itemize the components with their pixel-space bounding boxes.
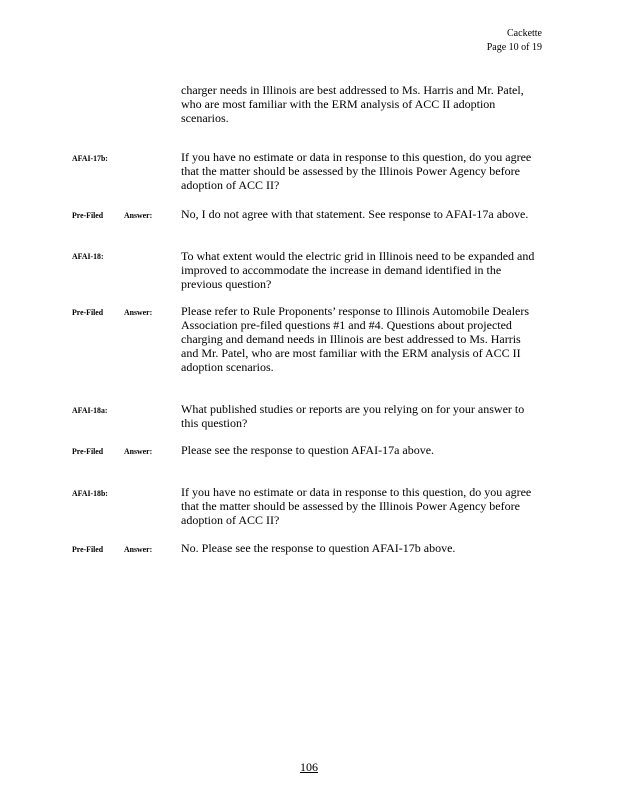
pre-filed-label: Pre-Filed [72, 307, 104, 317]
continuation-paragraph: charger needs in Illinois are best addressed to Ms. Harris and Mr. Patel, who are most familiar with the ERM analysis of ACC II adoption scenarios. [181, 83, 524, 125]
question-text: If you have no estimate or data in response to this question, do you agree that the matter should be assessed by the Illinois Power Agency before adoption of ACC II? [181, 485, 532, 527]
pre-filed-label: Pre-Filed [72, 544, 104, 554]
answer-text: No, I do not agree with that statement. See response to AFAI-17a above. [181, 207, 529, 221]
page-number [0, 760, 618, 774]
question-text: If you have no estimate or data in response to this question, do you agree that the matter should be assessed by the Illinois Power Agency before adoption of ACC II? [181, 150, 532, 192]
answer-text: Please see the response to question AFAI-17a above. [181, 443, 435, 457]
answer-label: Answer: [124, 544, 153, 554]
answer-label: Answer: [124, 446, 153, 456]
answer-label: Answer: [124, 307, 153, 317]
header-page-indicator: Page 10 of 19 [486, 42, 542, 53]
question-id: AFAI-18: [72, 251, 104, 261]
question-text: What published studies or reports are you relying on for your answer to this question? [181, 402, 525, 430]
header-witness-name: Cackette [507, 28, 542, 39]
pre-filed-label: Pre-Filed [72, 446, 104, 456]
page-number-text: 106 [300, 760, 318, 774]
pre-filed-label: Pre-Filed [72, 210, 104, 220]
question-text: To what extent would the electric grid in Illinois need to be expanded and improved to accommodate the increase in demand identified in the previous question? [181, 249, 535, 291]
question-id: AFAI-18b: [72, 488, 108, 498]
question-id: AFAI-18a: [72, 405, 108, 415]
answer-text: No. Please see the response to question AFAI-17b above. [181, 541, 456, 555]
answer-text: Please refer to Rule Proponents’ response to Illinois Automobile Dealers Association pre-filed questions #1 and #4. Questions about projected charging and demand needs in Illinois are best addressed to Ms. Harris and Mr. Patel, who are most familiar with the ERM analysis of ACC II adoption scenarios. [181, 304, 530, 374]
question-id: AFAI-17b: [72, 153, 108, 163]
answer-label: Answer: [124, 210, 153, 220]
